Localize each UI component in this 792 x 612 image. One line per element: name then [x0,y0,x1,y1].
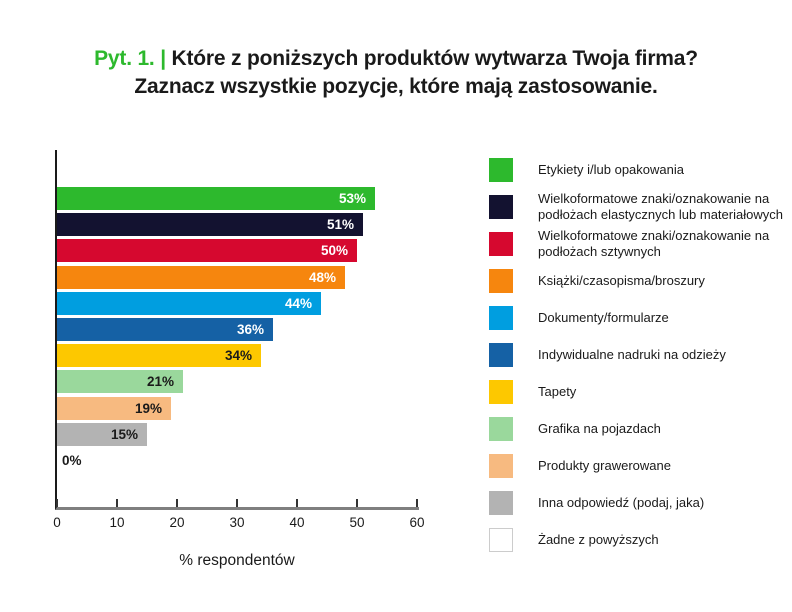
legend [489,151,785,558]
legend-label: Grafika na pojazdach [538,420,661,436]
bar [57,239,357,262]
bar-value-label: 36% [236,322,264,337]
question-number: Pyt. 1. | [94,47,172,70]
bar [57,423,147,446]
bar [57,187,375,210]
x-axis-tick-label: 40 [289,515,305,530]
legend-item [489,299,785,336]
legend-item [489,225,785,262]
chart-title-line2: Zaznacz wszystkie pozycje, które mają zastosowanie. [134,75,658,98]
legend-swatch [489,195,513,219]
bar-value-label: 19% [134,400,162,416]
legend-item [489,373,785,410]
bar-value-label: 51% [326,217,354,233]
legend-swatch [489,158,513,182]
bar [57,266,345,289]
chart-title [0,45,792,101]
legend-swatch [489,454,513,478]
legend-label: Książki/czasopisma/broszury [538,272,705,288]
legend-swatch [489,343,513,367]
legend-label: Tapety [538,383,577,399]
bar-value-label: 0% [62,453,82,468]
bar [57,397,171,420]
legend-label: Dokumenty/formularze [538,309,669,325]
legend-label: Wielkoformatowe znaki/oznakowanie na podłożach elastycznych lub materiałowych [538,190,783,222]
legend-item [489,262,785,299]
x-axis-tick-label: 0 [53,515,61,530]
bar [57,292,321,315]
bar [57,213,363,236]
bar-value-label: 53% [338,191,366,206]
x-axis-label: % respondentów [179,552,295,569]
legend-item [489,151,785,188]
bar-value-label: 50% [320,243,348,259]
x-axis-tick [176,499,178,507]
x-axis-tick-label: 60 [409,515,425,530]
x-axis-tick [296,499,298,507]
title-line1-text: Które z poniższych produktów wytwarza Twoja firma? [171,47,698,70]
legend-swatch [489,269,513,293]
legend-swatch [489,528,513,552]
x-axis-tick [56,499,58,507]
chart-title-line1 [0,45,792,73]
legend-swatch [489,380,513,404]
legend-label: Inna odpowiedź (podaj, jaka) [538,494,705,510]
legend-item [489,521,785,558]
legend-item [489,410,785,447]
legend-item [489,336,785,373]
x-axis-tick [116,499,118,507]
legend-label: Produkty grawerowane [538,457,671,473]
x-axis-tick-label: 30 [229,515,245,530]
legend-item [489,484,785,521]
x-axis-tick-label: 50 [349,515,365,530]
legend-swatch [489,232,513,256]
x-axis-tick-label: 10 [109,515,125,530]
bar [57,318,273,341]
legend-label: Wielkoformatowe znaki/oznakowanie na podłożach sztywnych [538,227,770,259]
legend-label: Etykiety i/lub opakowania [538,161,684,177]
legend-swatch [489,491,513,515]
plot-area [53,150,425,530]
legend-item [489,447,785,484]
legend-label: Indywidualne nadruki na odzieży [538,346,726,362]
bar [57,344,261,367]
x-axis-tick [416,499,418,507]
bar-value-label: 15% [110,426,138,442]
legend-swatch [489,306,513,330]
x-axis-tick-label: 20 [169,515,185,530]
legend-item [489,188,785,225]
legend-swatch [489,417,513,441]
bar [57,370,183,393]
bar-value-label: 34% [224,348,252,364]
x-axis-tick [356,499,358,507]
legend-label: Żadne z powyższych [538,531,659,547]
bar-value-label: 21% [146,374,174,390]
x-axis-tick [236,499,238,507]
bar-value-label: 44% [284,295,312,311]
bar-value-label: 48% [308,269,336,285]
